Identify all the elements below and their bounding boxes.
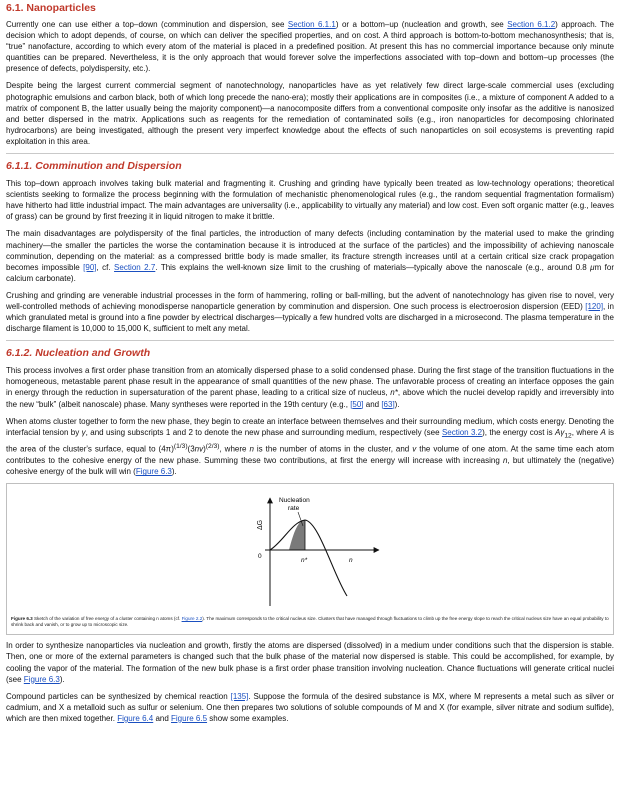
- link-figure-6-3[interactable]: Figure 6.3: [135, 467, 172, 477]
- link-ref-135[interactable]: [135]: [230, 691, 249, 701]
- link-ref-63[interactable]: [63]: [381, 399, 395, 409]
- link-figure-6-3[interactable]: Figure 6.3: [23, 674, 60, 684]
- paragraph-phase-transition: This process involves a first order phase transition from an atomically dispersed phase to a solid condensed phase. During the first stage of the transition fluctuations in the homogeneous, metastable parent phase result in the appearance of small quantities of the new phase. The unfavorable process of creating an interface opposes the gain in energy through the reduction in supersaturation of the parent phase, leading to a critical size of nucleus, n*, above which the nuclei develop rapidly and irreversibly into the new “bulk” (albeit nanoscale) phase. Many syntheses were reported in the 19th century (e.g., [50] and [63]).: [6, 366, 615, 409]
- paragraph-applications: Despite being the largest current commercial segment of nanotechnology, nanoparticles have as yet relatively few direct large-scale commercial uses (excluding photographic emulsions and carbon black, both of which long precede the nano-era); mostly their applications are in composites (i.e., a mixture of component A added to a matrix of component B, the latter usually being the majority component)—a nanocomposite differs from a conventional composite only insofar as the additive is nanosized and better dispersed in the matrix. Applications such as reagents for the remediation of contaminated soils (e.g., iron nanoparticles for decomposing chlorinated hydrocarbons) are being investigated, although the present very imperfect knowledge about the effects of such nanoparticles on soil ecosystems is preventing rapid exploitation in this area.: [6, 81, 614, 146]
- critical-size-label: n*: [301, 557, 308, 565]
- page: [6, 0, 614, 730]
- subsection-title-nucleation: 6.1.2. Nucleation and Growth: [6, 347, 151, 360]
- link-ref-50[interactable]: [50]: [350, 399, 364, 409]
- paragraph-synthesis: In order to synthesize nanoparticles via nucleation and growth, firstly the atoms are dispersed (dissolved) in a medium under conditions such that the dispersion is stable. Then, one or more of the external parameters is changed such that the bulk phase of the material now dispersed is stable. This could be accomplished, for example, by cooling the vapor of the material. The formation of the new bulk phase is a first order phase transition involving nucleation. Chance fluctuations will generate critical nuclei (see Figure 6.3).: [6, 641, 614, 684]
- paragraph-eed: Crushing and grinding are venerable industrial processes in the form of hammering, rolling or ball-milling, but the advent of nanotechnology has given rise to novel, very well-controlled methods of achieving monodisperse nanoparticle generation by comminution and dispersion. One such process is electroerosion dispersion (EED) [120], in which granulated metal is ground into a fine powder by electrical discharges—typically a few hundred volts are discharged in a microsecond. The plasma temperature in the discharge filament is 10,000 to 15,000 K, sufficient to melt any metal.: [6, 290, 615, 334]
- link-section-2-7[interactable]: Section 2.7: [114, 262, 156, 272]
- paragraph-intro: Currently one can use either a top–down (comminution and dispersion, see Section 6.1.1) or a bottom–up (nucleation and growth, see Section 6.1.2) approach. The decision which to adopt depends, of course, on which can deliver the specified properties, and on cost. A third approach is bottom-to-bottom mechanosynthesis; that is, “true” nanofacture, according to which every atom of the material is placed in a predefined position. At present this has no commercial importance because only minute quantities can be prepared. Nevertheless, it is the only approach that would forever solve the imperfections associated with top–down and bottom–up processes (the presence of defects, polydispersity, etc.).: [6, 20, 614, 74]
- figure-6-3: [6, 483, 614, 635]
- paragraph-energy-cost: When atoms cluster together to form the new phase, they begin to create an interface between themselves and their surrounding medium, which costs energy. Denoting the interfacial tension by γ, and using subscripts 1 and 2 to denote the new phase and surrounding medium, respectively (see Section 3.2), the energy cost is $A\gamma_{12}$, where A is the area of the cluster's surface, equal to $(4\pi)^{(1/3)}(3nv)^{(2/3)}$, where n is the number of atoms in the cluster, and v the volume of one atom. At the same time each atom contributes to the cohesive energy of the new phase. Summing these two contributions, at first the energy will increase with increasing n, but ultimately the (negative) cohesive energy of the bulk will win (Figure 6.3).: [6, 416, 615, 477]
- free-energy-curve: [270, 520, 347, 596]
- link-ref-120[interactable]: [120]: [585, 301, 604, 311]
- y-axis-label: ΔG: [257, 520, 264, 531]
- link-section-6-1-2[interactable]: Section 6.1.2: [507, 20, 556, 29]
- section-title: 6.1. Nanoparticles: [6, 2, 96, 14]
- annotation-nucleation: Nucleation: [279, 497, 310, 505]
- origin-label: 0: [258, 553, 262, 561]
- divider: [6, 153, 614, 154]
- divider: [6, 340, 614, 341]
- link-figure-2-2[interactable]: Figure 2.2: [181, 616, 203, 622]
- link-ref-90[interactable]: [90]: [83, 262, 97, 272]
- n-axis-label: n: [349, 557, 353, 565]
- paragraph-compound-particles: Compound particles can be synthesized by chemical reaction [135]. Suppose the formula of the desired substance is MX, where M represents a metal such as silver or cadmium, and X a metalloid such as sulfur or selenium. One then prepares two solutions of soluble compounds of M and X (for example, silver nitrate and sodium sulfide), which are then mixed together. Figure 6.4 and Figure 6.5 show some examples.: [6, 691, 614, 723]
- figure-caption: Figure 6.3 Sketch of the variation of free energy of a cluster containing n atoms (cf. Figure 2.2). The maximum corresponds to the critical nucleus size. Clusters that have managed through fluctuations to climb up the free energy slope to reach the critical nucleus size have an equal probability to shrink back and vanish, or to grow up to microscopic size.: [11, 616, 609, 628]
- paragraph-top-down: This top–down approach involves taking bulk material and fragmenting it. Crushing and grinding have typically been treated as low-technology operations; theoretical scientists seeking to formalize the process beginning with the formulation of mechanistic phenomenological rules (e.g., the random sequential fragmentation formalism) have hitherto had little industrial impact. The main advantages are universality (i.e., applicability to virtually any material) and low cost. Even soft organic matter (e.g., leaves of grass) can be ground by first freezing it in liquid nitrogen to make it brittle.: [6, 179, 614, 222]
- annotation-rate: rate: [288, 505, 300, 513]
- link-figure-6-4[interactable]: Figure 6.4: [117, 713, 154, 723]
- free-energy-diagram: [7, 484, 613, 614]
- paragraph-disadvantages: The main disadvantages are polydispersity of the final particles, the introduction of many defects (including contamination by the material used to make the grinding machinery—the smaller the particles the worse the contamination because it is introduced at the surface of the particles) and the impossibility of achieving nanoscale comminution, depending on the material: as a compressed brittle body is made smaller, its fracture strength increases until at a certain critical size crack propagation becomes impossible [90], cf. Section 2.7. This explains the well-known size limit to the crushing of materials—typically above the nanoscale (e.g., around 0.8 μm for calcium carbonate).: [6, 229, 615, 283]
- link-section-6-1-1[interactable]: Section 6.1.1: [287, 20, 336, 29]
- subsection-title-comminution: 6.1.1. Comminution and Dispersion: [6, 160, 182, 173]
- link-figure-6-5[interactable]: Figure 6.5: [171, 713, 208, 723]
- link-section-3-2[interactable]: Section 3.2: [441, 427, 483, 437]
